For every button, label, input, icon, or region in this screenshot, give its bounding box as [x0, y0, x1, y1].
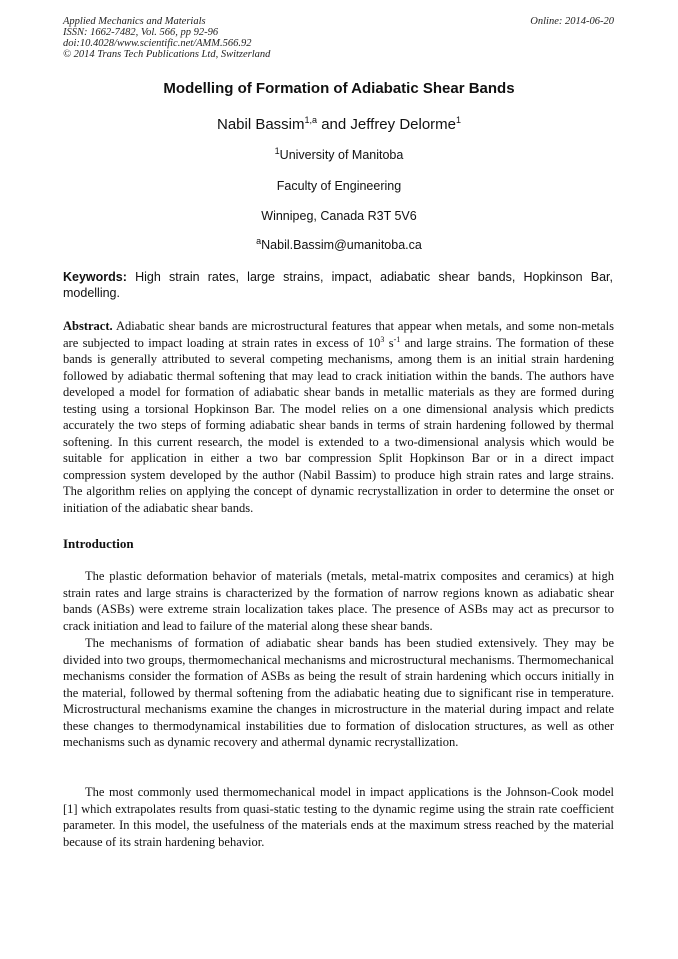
- journal-doi[interactable]: doi:10.4028/www.scientific.net/AMM.566.92: [63, 38, 252, 49]
- author-email[interactable]: $^a$Nabil.Bassim@umanitoba.ca: [256, 235, 422, 252]
- journal-issn: ISSN: 1662-7482, Vol. 566, pp 92-96: [63, 27, 219, 38]
- affiliation-city: Winnipeg, Canada R3T 5V6: [261, 209, 417, 223]
- email-mark: a: [256, 235, 262, 246]
- author-affiliation-mark: 1,a: [304, 115, 318, 125]
- affiliation-faculty: Faculty of Engineering: [276, 179, 402, 193]
- intro-paragraph-2: The mechanisms of formation of adiabatic shear bands has been studied extensively. They may be divided into two groups, thermomechanical mechanisms and microstructural mechanisms. Thermomechanical mechanisms consider the formation of ASBs as being the result of strain hardening which occurs initially in the material, followed by thermal softening from the adiabatic heating due to significant rise in temperature. Microstructural mechanisms examine the changes in microstructure in the material during impact and relate these changes to thermodynamical instabilities due to formation of dislocation structures, as well as other mechanisms such as dynamic recovery and athermal dynamic recrystallization.: [63, 636, 614, 749]
- intro-paragraph-1: The plastic deformation behavior of materials (metals, metal-matrix composites and ceramics) at high strain rates and large strains is characterized by the formation of narrow regions known as adiabatic shear bands (ASBs) were extreme strain localization takes place. The presence of ASBs may act as precursor to crack initiation and lead to failure of the material along these shear bands.: [63, 569, 614, 633]
- author-name: Nabil Bassim: [216, 116, 305, 133]
- affiliation-university: $^1$University of Manitoba: [274, 145, 404, 162]
- abstract: Abstract. Adiabatic shear bands are microstructural features that appear when metals, and some non-metals are subjected to impact loading at strain rates in excess of $10^3$ $s^{-1}$ and large strains. The formation of these bands is generally attributed to several competing mechanisms, among them is an initial strain hardening followed by adiabatic thermal softening that may lead to crack initiation within the bands. The authors have developed a model for formation of adiabatic shear bands in metallic materials as they are formed during testing using a torsional Hopkinson Bar. The model relies on a one dimensional analysis which predicts accurately the two steps of forming adiabatic shear bands in terms of strain hardening followed by thermal softening. In this current research, the model is extended to a two-dimensional analysis which would be suitable for application in either a two bar compression Split Hopkinson Bar or in a direct impact compression system developed by the author (Nabil Bassim) to produce high strain rates and large strains. The algorithm relies on applying the concept of dynamic recrystallization in order to determine the onset or initiation of the adiabatic shear bands.: [63, 319, 614, 515]
- abstract-label: Abstract.: [63, 319, 113, 333]
- author-name: Jeffrey Delorme: [350, 116, 456, 133]
- author-conjunction: and: [321, 116, 347, 133]
- authors-line: [0, 116, 678, 133]
- section-heading-introduction: Introduction: [63, 536, 134, 551]
- journal-name: Applied Mechanics and Materials: [63, 16, 206, 27]
- affiliation-mark: 1: [274, 145, 280, 156]
- journal-copyright: © 2014 Trans Tech Publications Ltd, Switzerland: [63, 49, 271, 60]
- intro-paragraph-3: The most commonly used thermomechanical model in impact applications is the Johnson-Cook model [1] which extrapolates results from quasi-static testing to the dynamic regime using the strain rate coefficient parameter. In this model, the usefulness of the materials ends at the maximum stress reached by the material because of its strain hardening behavior.: [63, 785, 614, 849]
- paper-title: Modelling of Formation of Adiabatic Shear Bands: [163, 80, 515, 97]
- journal-header: [63, 16, 270, 60]
- keywords-label: Keywords:: [63, 270, 127, 284]
- keywords: [63, 269, 613, 301]
- keywords-text: High strain rates, large strains, impact, adiabatic shear bands, Hopkinson Bar, modelling.: [63, 270, 613, 300]
- author-affiliation-mark: 1: [456, 115, 462, 125]
- online-date: Online: 2014-06-20: [530, 16, 614, 27]
